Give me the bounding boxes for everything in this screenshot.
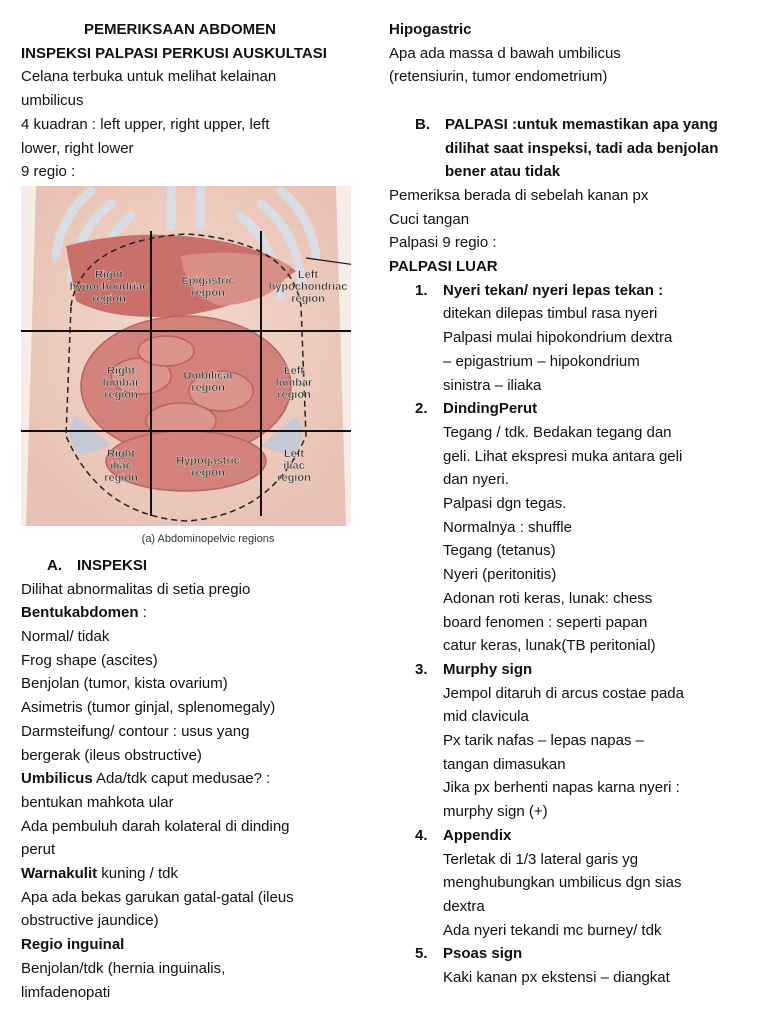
item-line: ditekan dilepas timbul rasa nyeri — [443, 305, 658, 323]
list-item — [389, 279, 754, 398]
intro-line: Celana terbuka untuk melihat kelainan — [21, 68, 277, 86]
page-title: PEMERIKSAAN ABDOMEN — [84, 21, 276, 38]
text-line: Benjolan/tdk (hernia inguinalis, — [21, 959, 226, 977]
intro-line: 9 regio : — [21, 163, 76, 181]
list-item — [389, 942, 754, 989]
abdominal-regions-illustration — [21, 186, 351, 550]
item-line: Tegang / tdk. Bedakan tegang dan — [443, 423, 672, 441]
text-line: Frog shape (ascites) — [21, 651, 158, 669]
abdominal-regions-figure — [21, 186, 351, 550]
figure-caption: (a) Abdominopelvic regions — [141, 532, 275, 545]
item-line: Kaki kanan px ekstensi – diangkat — [443, 969, 670, 987]
section-b-label: PALPASI :untuk memastikan apa yang dilihat saat inspeksi, tadi ada benjolan bener atau tidak — [445, 115, 719, 181]
text-line: Warnakulit kuning / tdk — [21, 865, 179, 883]
text-line: Pemeriksa berada di sebelah kanan px — [389, 186, 649, 204]
item-line: Jika px berhenti napas karna nyeri : — [443, 779, 680, 797]
section-a-label: INSPEKSI — [77, 556, 148, 574]
item-line: tangan dimasukan — [443, 755, 566, 773]
item-line: Palpasi dgn tegas. — [443, 495, 567, 513]
text-line: Apa ada bekas garukan gatal-gatal (ileus — [21, 888, 294, 906]
region-label-left-lumbar: Left lumbar region — [275, 364, 313, 401]
text-line: Palpasi 9 regio : — [389, 234, 497, 252]
hipogastric-heading: Hipogastric — [389, 21, 472, 38]
text-line: obstructive jaundice) — [21, 912, 159, 930]
intro-line: 4 kuadran : left upper, right upper, left — [21, 115, 270, 133]
text-line: Darmsteifung/ contour : usus yang — [21, 722, 250, 740]
item-line: dextra — [443, 898, 485, 915]
item-number: 4. — [415, 826, 428, 844]
item-line: menghubungkan umbilicus dgn sias — [443, 874, 682, 892]
text-line: Umbilicus Ada/tdk caput medusae? : — [21, 770, 271, 788]
item-line: Normalnya : shuffle — [443, 518, 572, 536]
section-a-body — [21, 578, 361, 1005]
item-number: 3. — [415, 660, 428, 678]
region-label-umbilical: Umbilical region — [183, 369, 233, 394]
item-line: mid clavicula — [443, 708, 529, 726]
region-label-left-hypochondriac: Left hypochondriac region — [268, 268, 348, 305]
text-line: Normal/ tidak — [21, 628, 110, 646]
text-line: bentukan mahkota ular — [21, 793, 174, 811]
section-b-heading — [389, 113, 754, 184]
intro-line: umbilicus — [21, 92, 84, 110]
text-line: Asimetris (tumor ginjal, splenomegaly) — [21, 699, 276, 717]
item-heading: Psoas sign — [443, 945, 523, 963]
region-label-right-hypochondriac: Right hypochondriac region — [69, 268, 149, 305]
text-line: Apa ada massa d bawah umbilicus — [389, 44, 621, 62]
text-line: Bentukabdomen : — [21, 604, 147, 622]
item-line: – epigastrium – hipokondrium — [443, 352, 640, 370]
item-heading: DindingPerut — [443, 400, 538, 418]
list-item — [389, 824, 754, 943]
item-heading: Murphy sign — [443, 660, 533, 678]
item-line: Adonan roti keras, lunak: chess — [443, 589, 653, 607]
item-line: Ada nyeri tekandi mc burney/ tdk — [443, 921, 662, 939]
region-label-right-iliac: Right iliac region — [104, 447, 138, 484]
item-number: 2. — [415, 400, 428, 418]
item-heading: Nyeri tekan/ nyeri lepas tekan : — [443, 281, 664, 299]
text-line: limfadenopati — [21, 983, 111, 1001]
region-label-hypogastric: Hypogastric region — [176, 454, 240, 479]
item-line: catur keras, lunak(TB peritonial) — [443, 637, 656, 655]
text-line: (retensiurin, tumor endometrium) — [389, 68, 608, 86]
item-line: Nyeri (peritonitis) — [443, 566, 557, 584]
left-column — [21, 18, 361, 1004]
item-heading: Appendix — [443, 826, 512, 844]
item-line: Jempol ditaruh di arcus costae pada — [443, 684, 684, 702]
intro-block — [21, 65, 361, 184]
item-number: 1. — [415, 281, 428, 299]
spacer — [389, 89, 754, 113]
section-a-heading — [47, 554, 361, 578]
text-line: Ada pembuluh darah kolateral di dinding — [21, 817, 290, 835]
item-line: Terletak di 1/3 lateral garis yg — [443, 850, 639, 868]
text-line: bergerak (ileus obstructive) — [21, 746, 202, 764]
text-line: Benjolan (tumor, kista ovarium) — [21, 675, 228, 693]
item-number: 5. — [415, 945, 428, 963]
item-line: dan nyeri. — [443, 471, 509, 489]
palpasi-luar-heading: PALPASI LUAR — [389, 258, 498, 276]
item-line: sinistra – iliaka — [443, 376, 542, 394]
item-line: geli. Lihat ekspresi muka antara geli — [443, 447, 683, 465]
item-line: Tegang (tetanus) — [443, 542, 556, 560]
item-line: Palpasi mulai hipokondrium dextra — [443, 329, 673, 347]
text-line: Regio inguinal — [21, 936, 125, 954]
intro-line: lower, right lower — [21, 139, 134, 157]
item-line: board fenomen : seperti papan — [443, 613, 648, 631]
section-a-number: A. — [47, 556, 62, 574]
region-label-right-lumbar: Right lumbar region — [102, 364, 140, 401]
text-line: perut — [21, 841, 56, 859]
item-line: murphy sign (+) — [443, 803, 548, 821]
list-item — [389, 397, 754, 658]
right-column — [389, 18, 754, 990]
list-item — [389, 658, 754, 824]
text-line: Cuci tangan — [389, 210, 470, 228]
item-line: Px tarik nafas – lepas napas – — [443, 732, 644, 750]
section-b-number: B. — [415, 115, 430, 133]
region-label-left-iliac: Left iliac region — [277, 447, 311, 484]
text-line: Dilihat abnormalitas di setia pregio — [21, 580, 251, 598]
subtitle: INSPEKSI PALPASI PERKUSI AUSKULTASI — [21, 44, 327, 62]
region-label-epigastric: Epigastric region — [181, 274, 235, 299]
